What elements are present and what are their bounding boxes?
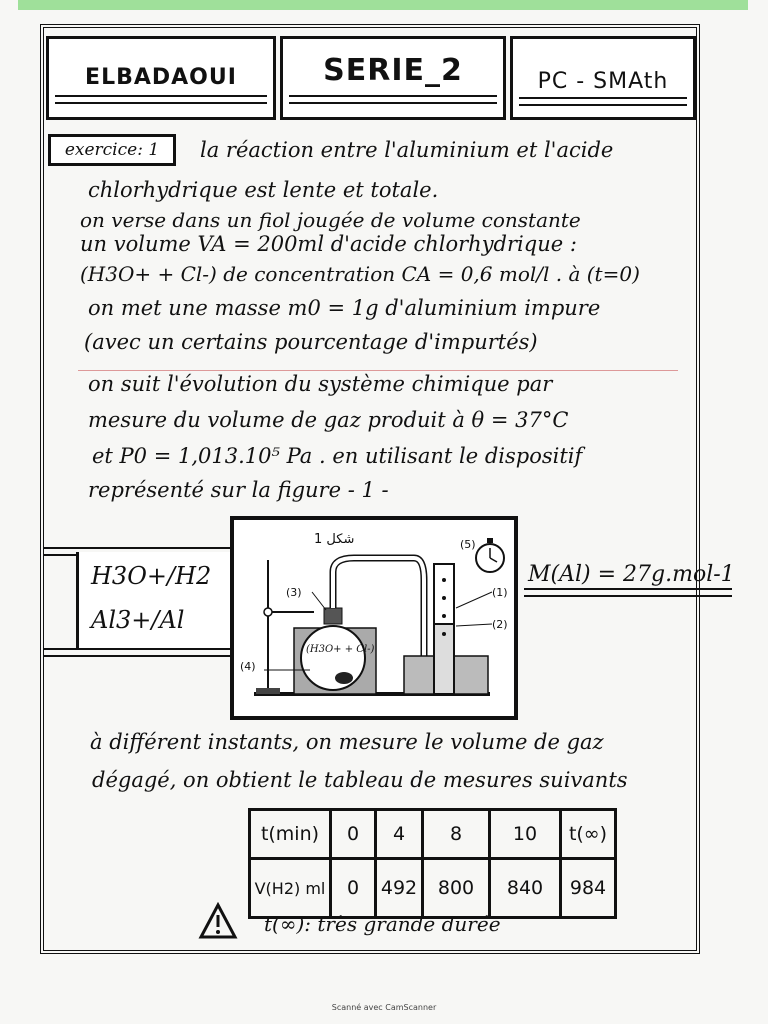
label-2: (2) <box>492 618 508 631</box>
redox-couple-hydronium: H3O+/H2 <box>91 562 212 590</box>
scanner-top-edge <box>18 0 748 10</box>
time-header-cell: t(min) <box>250 810 331 859</box>
author-box <box>46 36 276 120</box>
exercise-label: exercice: 1 <box>48 134 176 166</box>
exercise-line: on suit l'évolution du système chimique par <box>88 372 553 396</box>
exercise-line: un volume VA = 200ml d'acide chlorhydrique : <box>80 232 577 256</box>
measure-line-2: dégagé, on obtient le tableau de mesures suivants <box>92 768 628 792</box>
redox-couple-aluminium: Al3+/Al <box>91 606 185 634</box>
class-level: PC - SMAth <box>537 69 669 94</box>
volume-cell: 800 <box>423 859 490 918</box>
label-3: (3) <box>286 586 302 599</box>
label-1: (1) <box>492 586 508 599</box>
author-name: ELBADAOUI <box>85 65 237 90</box>
time-cell: 4 <box>376 810 423 859</box>
volume-cell: 0 <box>331 859 376 918</box>
infinite-time-note: t(∞): très grande durée <box>264 912 501 936</box>
apparatus-figure <box>230 516 518 720</box>
exercise-line: (H3O+ + Cl-) de concentration CA = 0,6 mol/l . à (t=0) <box>80 262 640 286</box>
volume-cell: 984 <box>561 859 616 918</box>
warning-triangle-icon <box>198 902 238 940</box>
level-box <box>510 36 696 120</box>
measure-line-1: à différent instants, on mesure le volume de gaz <box>90 730 604 754</box>
exercise-line: on verse dans un fiol jougée de volume constante <box>80 208 581 232</box>
measurement-table <box>248 808 617 919</box>
series-title: SERIE_2 <box>323 53 463 88</box>
scanner-footer: Scanné avec CamScanner <box>331 1003 437 1012</box>
label-5: (5) <box>460 538 476 551</box>
exercise-line: la réaction entre l'aluminium et l'acide <box>200 138 614 162</box>
exercise-line: (avec un certains pourcentage d'impurtés) <box>84 330 538 354</box>
label-4: (4) <box>240 660 256 673</box>
figure-title: شكل 1 <box>314 532 355 547</box>
molar-mass-underline <box>524 588 732 597</box>
time-cell: 8 <box>423 810 490 859</box>
exercise-line: et P0 = 1,013.10⁵ Pa . en utilisant le dispositif <box>92 444 583 468</box>
solution-label: (H3O+ + Cl-) <box>306 644 375 655</box>
table-row <box>250 810 616 859</box>
volume-cell: 840 <box>490 859 561 918</box>
exercise-line: on met une masse m0 = 1g d'aluminium impure <box>88 296 601 320</box>
molar-mass: M(Al) = 27g.mol-1 <box>528 562 735 587</box>
table-row <box>250 859 616 918</box>
title-box <box>280 36 506 120</box>
time-cell: 10 <box>490 810 561 859</box>
volume-cell: 492 <box>376 859 423 918</box>
exercise-line: mesure du volume de gaz produit à θ = 37°C <box>88 408 569 432</box>
exercise-line: chlorhydrique est lente et totale. <box>88 178 439 202</box>
exercise-line: représenté sur la figure - 1 - <box>88 478 389 502</box>
title-underline <box>289 95 497 104</box>
author-underline <box>55 95 267 104</box>
redox-bottom-band <box>44 648 230 657</box>
level-underline <box>519 97 687 106</box>
time-cell: t(∞) <box>561 810 616 859</box>
redox-couples-box <box>76 552 236 648</box>
volume-header-cell: V(H2) ml <box>250 859 331 918</box>
red-margin-line <box>78 370 678 371</box>
time-cell: 0 <box>331 810 376 859</box>
